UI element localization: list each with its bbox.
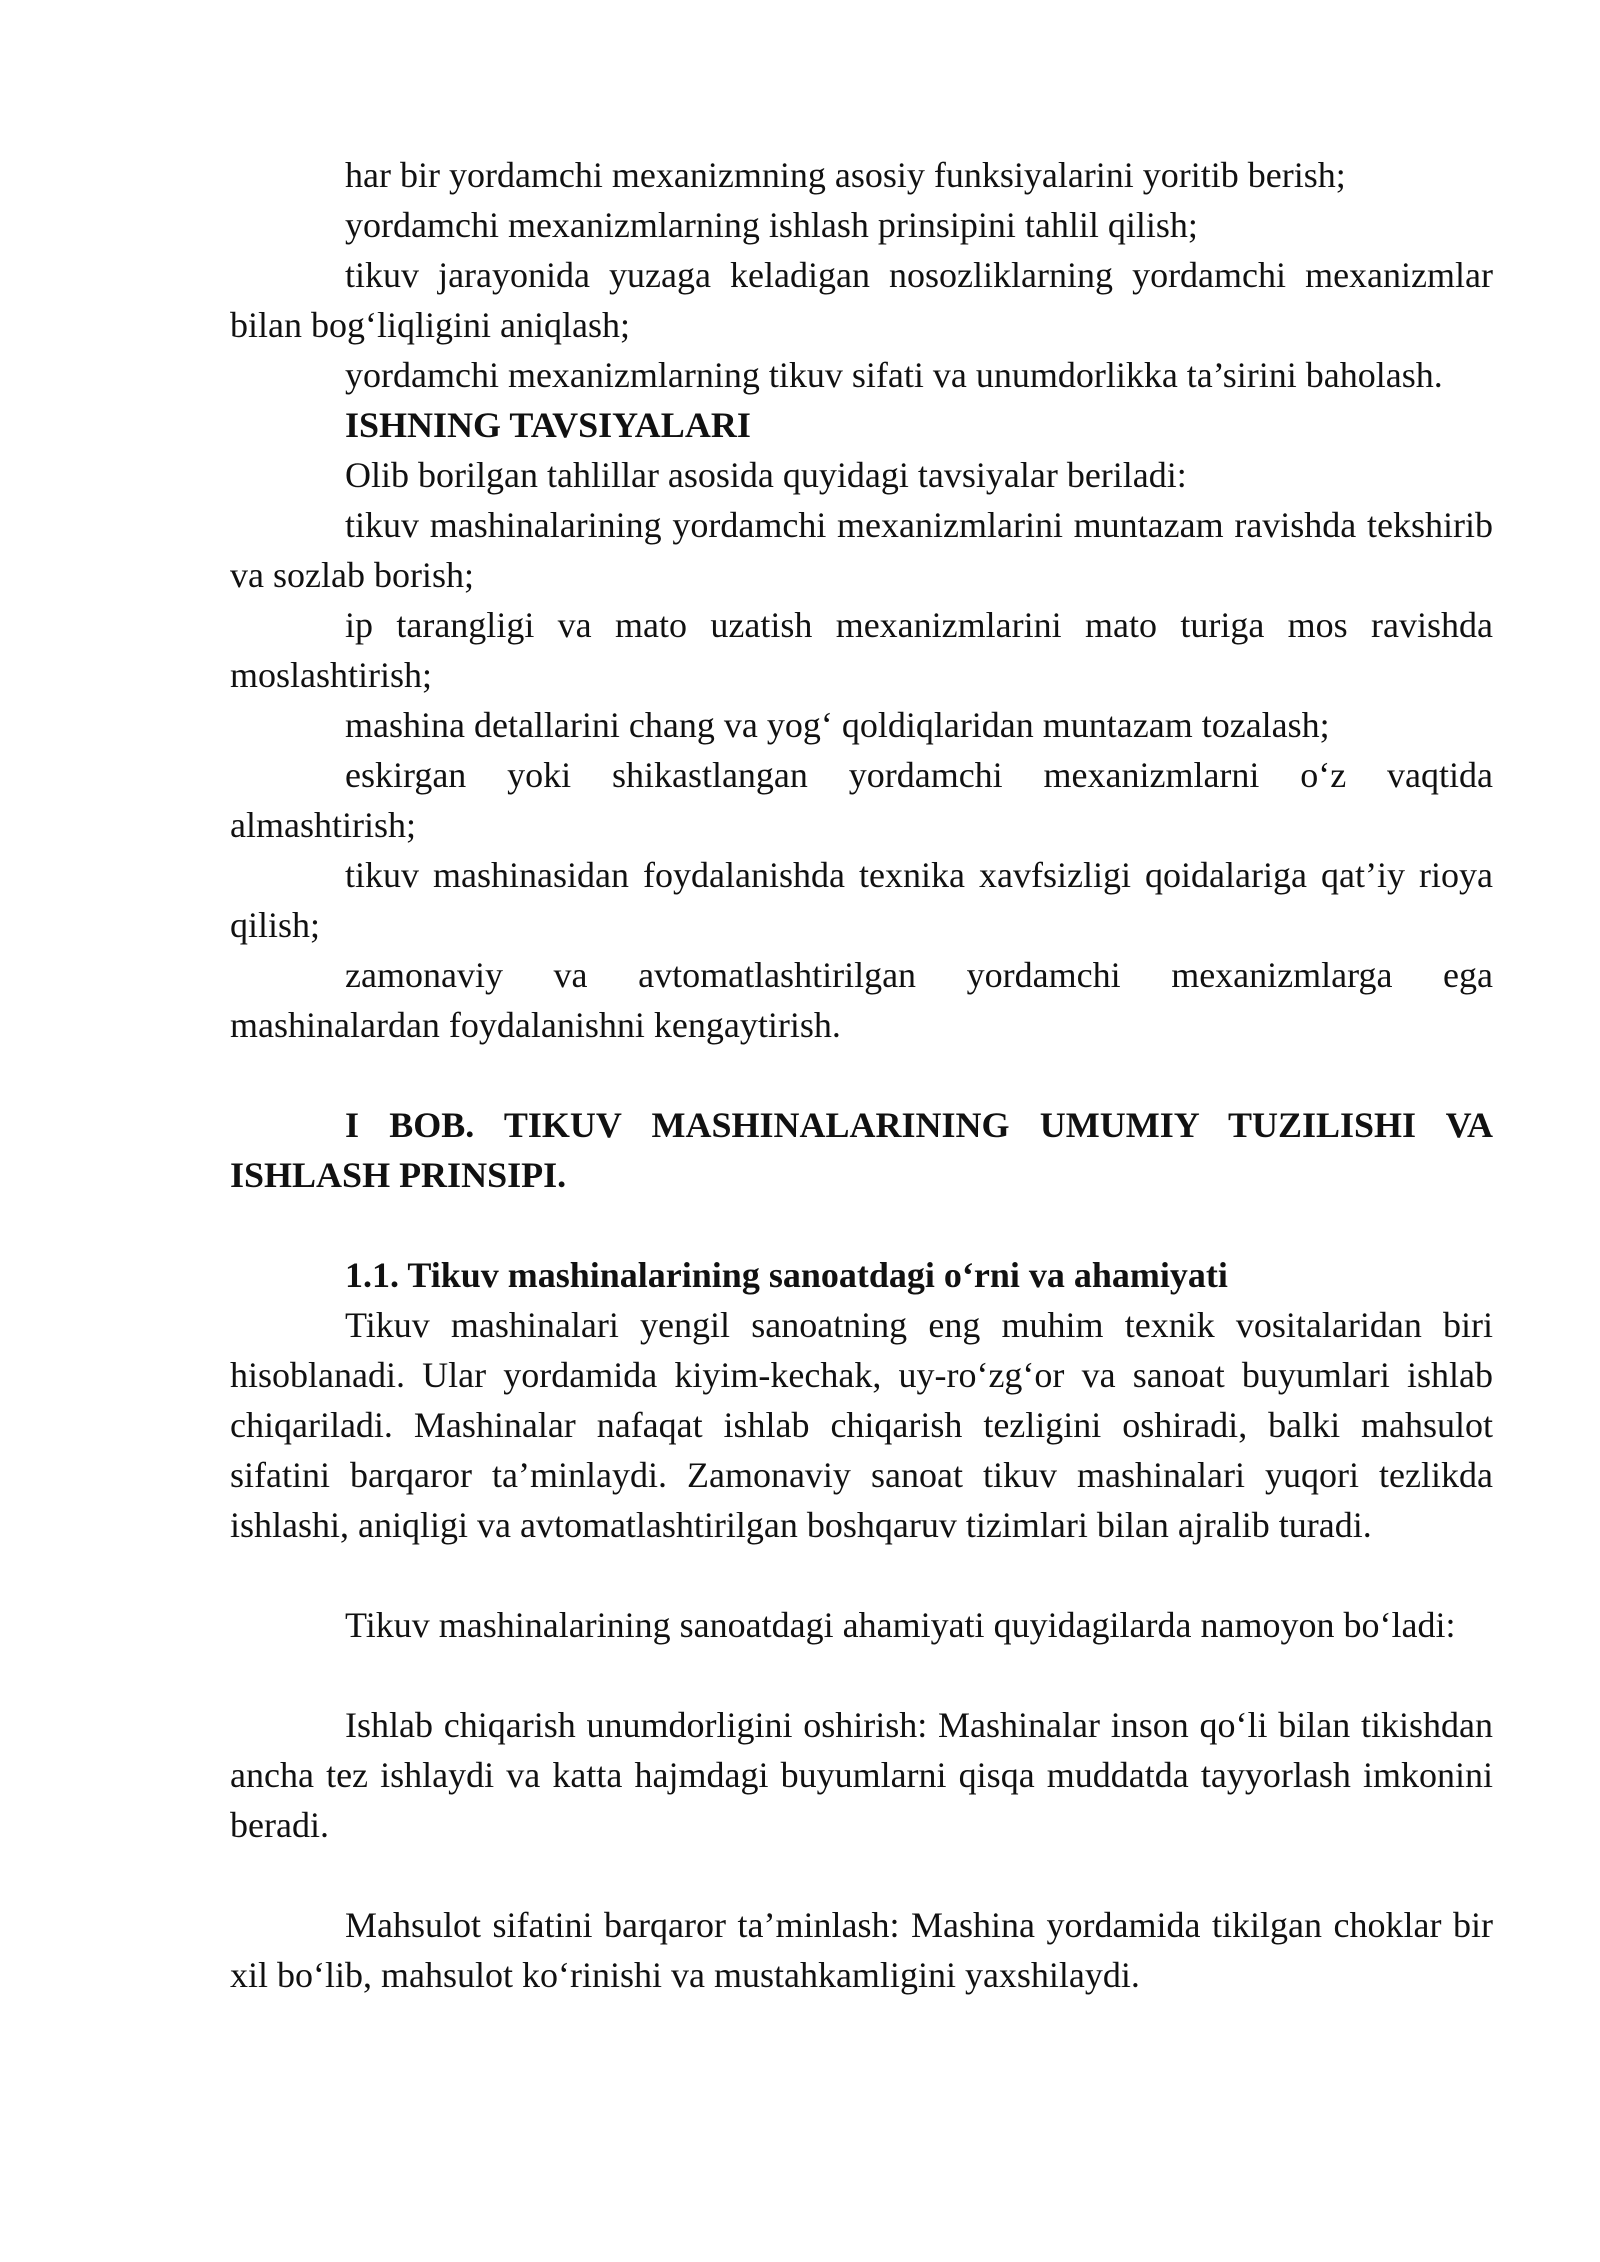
objective-item: har bir yordamchi mexanizmning asosiy funksiyalarini yoritib berish; (345, 155, 1346, 195)
section-title: 1.1. Tikuv mashinalarining sanoatdagi o‘rni va ahamiyati (345, 1255, 1228, 1295)
recommendation-item: ip tarangligi va mato uzatish mexanizmlarini mato turiga mos ravishda moslashtirish; (230, 605, 1493, 695)
recommendation-item: mashina detallarini chang va yog‘ qoldiqlaridan muntazam tozalash; (345, 705, 1330, 745)
section-paragraph: Tikuv mashinalarining sanoatdagi ahamiyati quyidagilarda namoyon bo‘ladi: (345, 1605, 1456, 1645)
objective-item: tikuv jarayonida yuzaga keladigan nosozliklarning yordamchi mexanizmlar bilan bog‘liqligini aniqlash; (230, 255, 1493, 345)
recommendation-item: tikuv mashinasidan foydalanishda texnika xavfsizligi qoidalariga qat’iy rioya qilish; (230, 855, 1493, 945)
section-paragraph: Mahsulot sifatini barqaror ta’minlash: Mashina yordamida tikilgan choklar bir xil bo‘lib, mahsulot ko‘rinishi va mustahkamligini yaxshilaydi. (230, 1905, 1493, 1995)
spacer (230, 1850, 1493, 1900)
recommendation-item: eskirgan yoki shikastlangan yordamchi mexanizmlarni o‘z vaqtida almashtirish; (230, 755, 1493, 845)
spacer (230, 1550, 1493, 1600)
spacer (230, 1650, 1493, 1700)
section-paragraph: Tikuv mashinalari yengil sanoatning eng muhim texnik vositalaridan biri hisoblanadi. Ular yordamida kiyim-kechak, uy-ro‘zg‘or va sanoat buyumlari ishlab chiqariladi. Mashinalar nafaqat ishlab chiqarish tezligini oshiradi, balki mahsulot sifatini barqaror ta’minlaydi. Zamonaviy sanoat tikuv mashinalari yuqori tezlikda ishlashi, aniqligi va avtomatlashtirilgan boshqaruv tizimlari bilan ajralib turadi. (230, 1305, 1493, 1545)
recommendations-heading: ISHNING TAVSIYALARI (345, 405, 751, 445)
recommendations-intro: Olib borilgan tahlillar asosida quyidagi tavsiyalar beriladi: (345, 455, 1187, 495)
section-paragraph: Ishlab chiqarish unumdorligini oshirish: Mashinalar inson qo‘li bilan tikishdan ancha tez ishlaydi va katta hajmdagi buyumlarni qisqa muddatda tayyorlash imkonini beradi. (230, 1705, 1493, 1845)
document-page (230, 150, 1493, 2000)
recommendation-item: zamonaviy va avtomatlashtirilgan yordamchi mexanizmlarga ega mashinalardan foydalanishni kengaytirish. (230, 955, 1493, 1045)
spacer (230, 1200, 1493, 1250)
recommendation-item: tikuv mashinalarining yordamchi mexanizmlarini muntazam ravishda tekshirib va sozlab borish; (230, 505, 1493, 595)
spacer (230, 1050, 1493, 1100)
objective-item: yordamchi mexanizmlarning ishlash prinsipini tahlil qilish; (345, 205, 1198, 245)
chapter-title: I BOB. TIKUV MASHINALARINING UMUMIY TUZILISHI VA ISHLASH PRINSIPI. (230, 1105, 1493, 1195)
objective-item: yordamchi mexanizmlarning tikuv sifati va unumdorlikka ta’sirini baholash. (345, 355, 1443, 395)
